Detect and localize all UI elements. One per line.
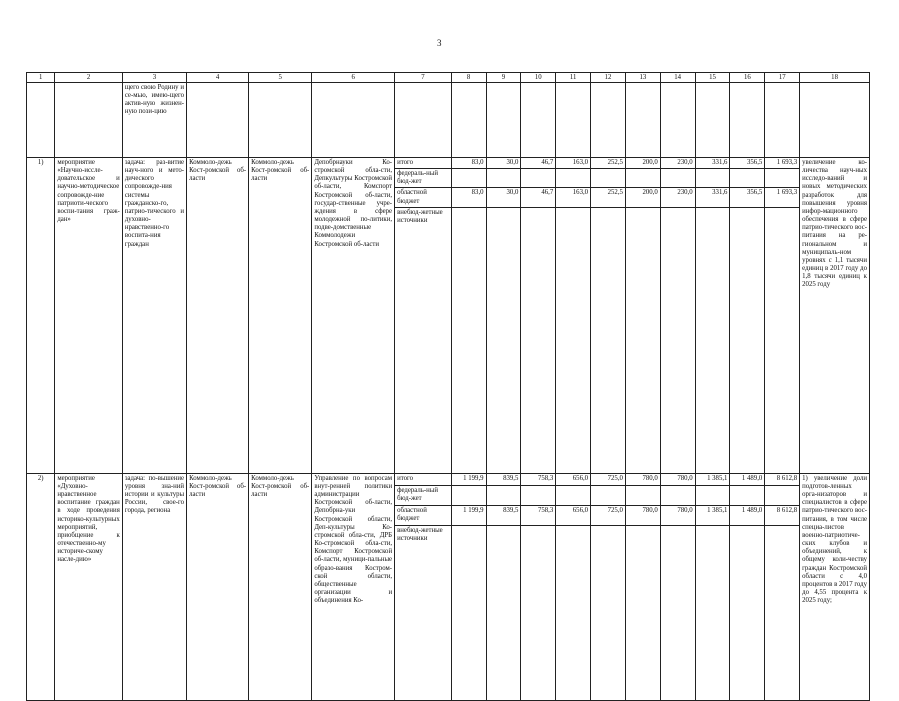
funding-value: 839,5 [486, 473, 521, 485]
funding-value: 1 693,3 [765, 158, 800, 169]
funding-value [591, 169, 626, 188]
column-number: 10 [521, 73, 556, 83]
expected-result: 1) увеличение доли подготов-ленных орга-низаторов и специалистов в сфере патрио-тического вос-питания, в том числе специа-листов военно-патриотиче-ских клубов и объединений, к общему коли-честву граждан Костромской области с 4,0 процентов в 2017 году до 4,55 процента к 2025 году; [800, 473, 870, 700]
funding-value [521, 485, 556, 505]
column-number: 3 [122, 73, 186, 83]
funding-value [765, 525, 800, 700]
funding-value [765, 485, 800, 505]
funding-value: 8 612,8 [765, 473, 800, 485]
funding-value [451, 207, 486, 473]
funding-value: 780,0 [625, 473, 660, 485]
funding-value: 331,6 [695, 158, 730, 169]
funding-value: 1 489,0 [730, 473, 765, 485]
column-number: 12 [591, 73, 626, 83]
funding-value [695, 485, 730, 505]
funding-value: 1 385,1 [695, 505, 730, 525]
funding-value [625, 207, 660, 473]
funding-source: федераль-ный бюд-жет [395, 485, 452, 505]
column-number: 17 [765, 73, 800, 83]
funding-value [660, 169, 695, 188]
funding-value [765, 169, 800, 188]
participants-text: Депобрнауки Ко-стромской обла-сти, Депкультуры Костромской об-ласти, Комспорт Костромской об-ласти, государ-ственные учре-ждения в сфере молодежной по-литики, подве-домственные Коммолодежи Костромской об-ласти [312, 158, 395, 474]
funding-value [730, 525, 765, 700]
column-number: 16 [730, 73, 765, 83]
funding-value: 163,0 [556, 158, 591, 169]
column-number: 7 [395, 73, 452, 83]
funding-value: 230,0 [660, 158, 695, 169]
participants-text: Управление по вопросам внут-ренней политики администрации Костромской об-ласти, Депобрна-уки Костромской области, Деп-культуры Ко-стромской обла-сти, ДРБ Ко-стромской обла-сти, Комспорт Костромской об-ласти, муници-пальные образо-вания Костром-ской области, общественные организации и объединения Ко- [312, 473, 395, 700]
funding-value [660, 485, 695, 505]
responsible-executor: Коммоло-дежь Кост-ромской об-ласти [187, 158, 249, 474]
funding-value: 656,0 [556, 505, 591, 525]
funding-value [556, 169, 591, 188]
column-number: 9 [486, 73, 521, 83]
responsible-executor: Коммоло-дежь Кост-ромской об-ласти [187, 473, 249, 700]
funding-value: 780,0 [660, 505, 695, 525]
funding-value: 1 199,9 [451, 505, 486, 525]
funding-value: 656,0 [556, 473, 591, 485]
event-name: мероприятие «Научно-иссле-довательское и научно-методическое сопровожде-ние патриоти-ческого воспи-тания граж-дан» [55, 158, 123, 474]
funding-value [451, 485, 486, 505]
co-executor: Коммоло-дежь Кост-ромской об-ласти [249, 473, 312, 700]
funding-value: 200,0 [625, 158, 660, 169]
funding-value: 230,0 [660, 188, 695, 207]
column-number: 1 [27, 73, 55, 83]
funding-value [625, 169, 660, 188]
funding-source: внебюд-жетные источники [395, 207, 452, 473]
table-row [27, 158, 870, 169]
funding-value: 780,0 [625, 505, 660, 525]
column-number: 8 [451, 73, 486, 83]
funding-value: 758,3 [521, 505, 556, 525]
row-number: 1) [27, 158, 55, 474]
funding-value: 83,0 [451, 158, 486, 169]
funding-value [591, 207, 626, 473]
funding-value: 356,5 [730, 188, 765, 207]
funding-value [695, 207, 730, 473]
funding-value [521, 525, 556, 700]
funding-value [765, 207, 800, 473]
funding-value: 725,0 [591, 473, 626, 485]
column-number: 6 [312, 73, 395, 83]
column-number: 4 [187, 73, 249, 83]
funding-value: 839,5 [486, 505, 521, 525]
funding-value [521, 207, 556, 473]
funding-value: 1 489,0 [730, 505, 765, 525]
funding-source: внебюд-жетные источники [395, 525, 452, 700]
column-number: 15 [695, 73, 730, 83]
funding-value [695, 169, 730, 188]
funding-value [451, 169, 486, 188]
funding-value [521, 169, 556, 188]
funding-value: 30,0 [486, 158, 521, 169]
row-number: 2) [27, 473, 55, 700]
task-text: задача: по-вышение уровня зна-ний истории и культуры России, свое-го города, региона [122, 473, 186, 700]
continuation-row [27, 83, 870, 158]
column-number: 13 [625, 73, 660, 83]
page-number: 3 [437, 38, 442, 48]
funding-source: итого [395, 158, 452, 169]
funding-value: 30,0 [486, 188, 521, 207]
funding-value [695, 525, 730, 700]
funding-value: 758,3 [521, 473, 556, 485]
funding-value [486, 207, 521, 473]
funding-value [556, 525, 591, 700]
funding-value: 200,0 [625, 188, 660, 207]
funding-value [451, 525, 486, 700]
column-number-row [27, 73, 870, 83]
funding-value: 46,7 [521, 188, 556, 207]
funding-value [730, 169, 765, 188]
column-number: 18 [800, 73, 870, 83]
funding-value: 252,5 [591, 188, 626, 207]
funding-value [591, 525, 626, 700]
funding-value [730, 207, 765, 473]
funding-value [556, 207, 591, 473]
funding-source: итого [395, 473, 452, 485]
continuation-task-text: щего свою Родину и се-мью, имею-щего актив-ную жизнен-ную пози-цию [122, 83, 186, 158]
funding-value: 356,5 [730, 158, 765, 169]
program-table [26, 72, 870, 701]
funding-value: 1 693,3 [765, 188, 800, 207]
funding-source: областной бюджет [395, 505, 452, 525]
column-number: 5 [249, 73, 312, 83]
column-number: 2 [55, 73, 123, 83]
column-number: 11 [556, 73, 591, 83]
column-number: 14 [660, 73, 695, 83]
funding-value [730, 485, 765, 505]
funding-value [625, 485, 660, 505]
funding-value [660, 525, 695, 700]
funding-value: 1 199,9 [451, 473, 486, 485]
funding-value: 83,0 [451, 188, 486, 207]
expected-result: увеличение ко-личества науч-ных исследо-ваний и новых методических разработок для повышения уровня инфор-мационного обеспечения в сфере патрио-тического вос-питания на ре-гиональном и муниципаль-ном уровнях с 1,1 тысячи единиц в 2017 году до 1,8 тысячи единиц к 2025 году [800, 158, 870, 474]
funding-value [591, 485, 626, 505]
funding-value: 252,5 [591, 158, 626, 169]
co-executor: Коммоло-дежь Кост-ромской об-ласти [249, 158, 312, 474]
funding-source: областной бюджет [395, 188, 452, 207]
funding-source: федераль-ный бюд-жет [395, 169, 452, 188]
table-row [27, 473, 870, 485]
funding-value: 780,0 [660, 473, 695, 485]
funding-value [660, 207, 695, 473]
funding-value [556, 485, 591, 505]
funding-value: 725,0 [591, 505, 626, 525]
funding-value: 46,7 [521, 158, 556, 169]
funding-value [625, 525, 660, 700]
funding-value: 8 612,8 [765, 505, 800, 525]
funding-value [486, 525, 521, 700]
funding-value [486, 169, 521, 188]
task-text: задача: раз-витие науч-ного и мето-дического сопровожде-ния системы гражданско-го, патрио-тического и духовно-нравственно-го воспита-ния граждан [122, 158, 186, 474]
funding-value: 163,0 [556, 188, 591, 207]
event-name: мероприятие «Духовно-нравственное воспитание граждан в ходе проведения историко-культурных мероприятий, приобщение к отечественно-му историче-скому насле-дию» [55, 473, 123, 700]
funding-value: 331,6 [695, 188, 730, 207]
funding-value [486, 485, 521, 505]
funding-value: 1 385,1 [695, 473, 730, 485]
